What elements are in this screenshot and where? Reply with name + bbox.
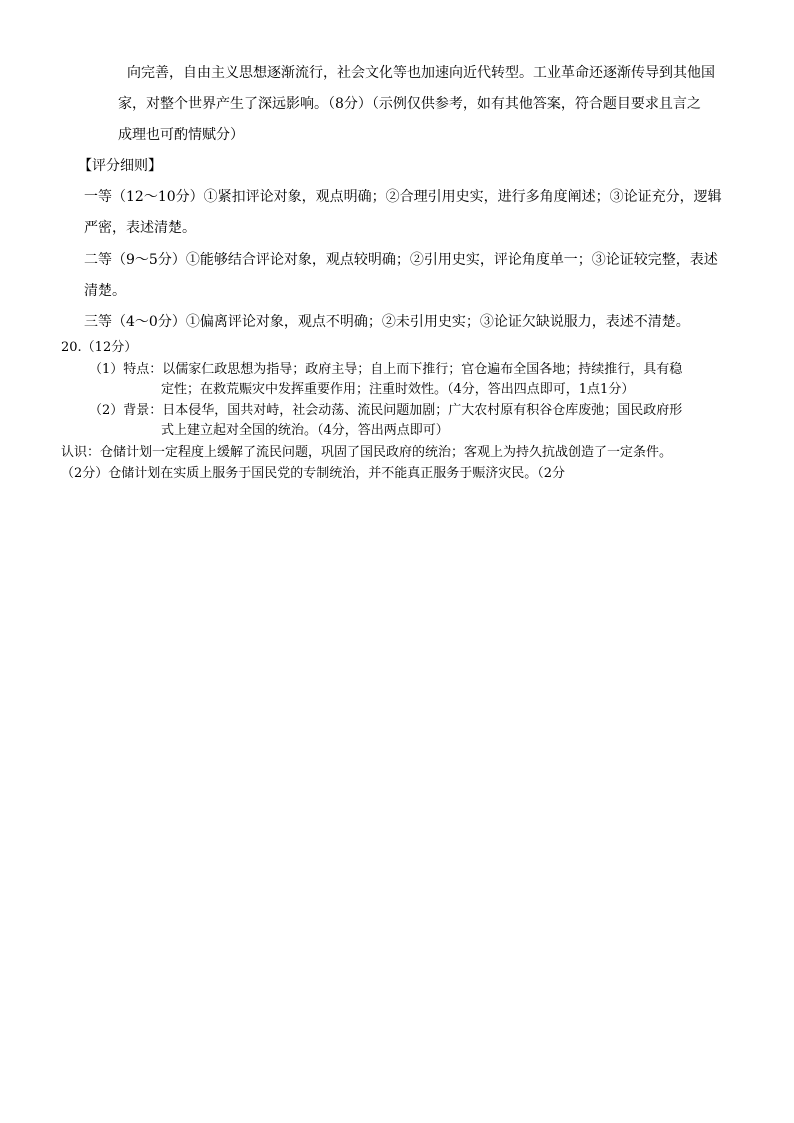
essay-line-2: 家，对整个世界产生了深远影响。（8分）（示例仅供参考，如有其他答案，符合题目要求且言之 — [118, 96, 701, 112]
tier3-criteria-line-1: 三等（4～0分）①偏离评论对象，观点不明确；②未引用史实；③论证欠缺说服力，表述不清楚。 — [84, 314, 690, 330]
part1-features-line-2: 定性；在救荒赈灾中发挥重要作用；注重时效性。（4分，答出四点即可，1点1分） — [161, 382, 635, 397]
tier1-criteria-line-2: 严密，表述清楚。 — [84, 220, 196, 236]
part1-features-line-1: （1）特点：以儒家仁政思想为指导；政府主导；自上而下推行；官仓遍布全国各地；持续推行，具有稳 — [89, 362, 683, 377]
essay-line-3: 成理也可酌情赋分） — [118, 127, 244, 143]
question-number: 20.（12分） — [61, 340, 138, 355]
scoring-rules-heading: 【评分细则】 — [78, 158, 162, 174]
tier2-criteria-line-2: 清楚。 — [84, 283, 126, 299]
tier2-criteria-line-1: 二等（9～5分）①能够结合评论对象，观点较明确；②引用史实，评论角度单一；③论证较完整，表述 — [84, 252, 718, 268]
essay-line-1: 向完善，自由主义思想逐渐流行，社会文化等也加速向近代转型。工业革命还逐渐传导到其他国 — [127, 65, 715, 81]
part2-background-line-1: （2）背景：日本侵华，国共对峙，社会动荡、流民问题加剧；广大农村原有积谷仓库废弛；国民政府形 — [89, 403, 683, 418]
view-line-2: （2分）仓储计划在实质上服务于国民党的专制统治，并不能真正服务于赈济灾民。（2分 — [61, 466, 566, 481]
tier1-criteria-line-1: 一等（12～10分）①紧扣评论对象，观点明确；②合理引用史实，进行多角度阐述；③论证充分，逻辑 — [84, 189, 722, 205]
view-line-1: 认识：仓储计划一定程度上缓解了流民问题，巩固了国民政府的统治；客观上为持久抗战创造了一定条件。 — [61, 445, 673, 460]
part2-background-line-2: 式上建立起对全国的统治。（4分，答出两点即可） — [161, 423, 449, 438]
